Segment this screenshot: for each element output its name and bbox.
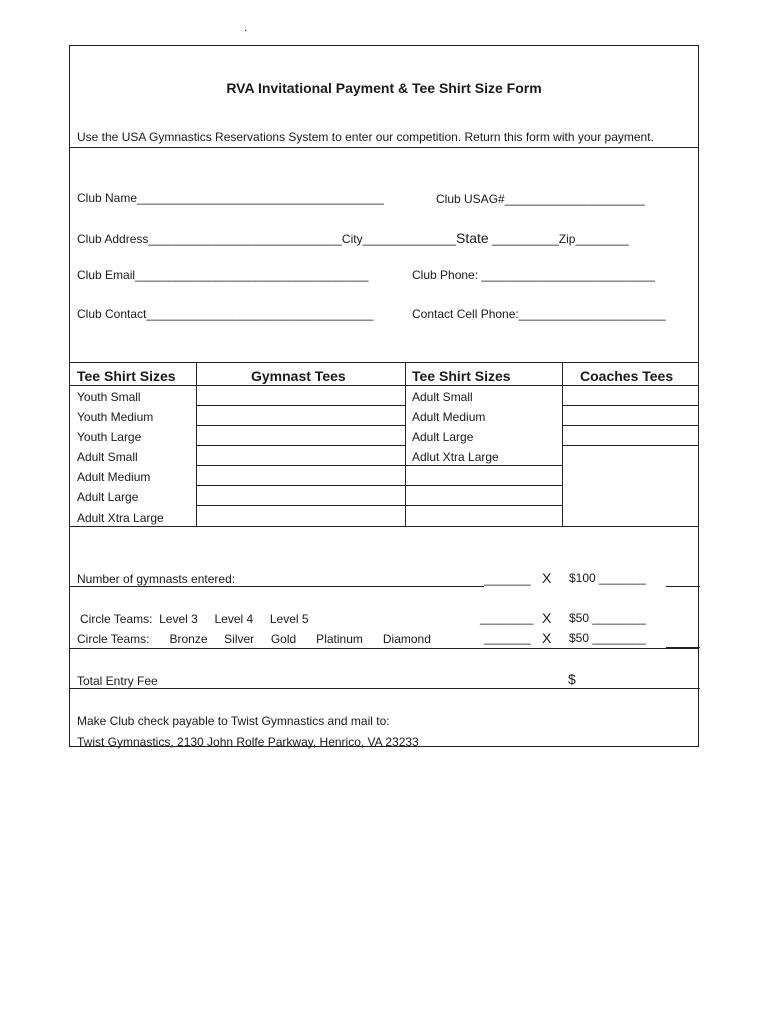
total-entry-fee-label: Total Entry Fee — [77, 674, 158, 688]
row-line — [196, 505, 405, 506]
circle-levels-count-field[interactable]: ________ — [480, 611, 534, 625]
list-item: Youth Large — [77, 430, 142, 444]
club-address-label: Club Address_____________________________City______________ — [77, 232, 457, 246]
row-line — [196, 485, 405, 486]
list-item: Adult Medium — [77, 470, 151, 484]
list-item: Adult Medium — [412, 410, 486, 424]
underline — [70, 688, 700, 689]
row-line — [196, 405, 405, 406]
header-coaches-tees: Coaches Tees — [580, 368, 674, 384]
club-phone-field[interactable]: Club Phone: __________________________ — [412, 268, 655, 282]
table-bottom-line — [70, 526, 698, 527]
table-top-line — [70, 362, 698, 363]
mail-instructions: Make Club check payable to Twist Gymnastics and mail to: — [77, 714, 390, 728]
top-mark: . — [244, 20, 248, 34]
gymnasts-count-field[interactable]: _______ — [484, 572, 531, 586]
row-line — [405, 505, 562, 506]
circle-medals-count-field[interactable]: _______ — [484, 631, 531, 645]
circle-levels-price: $50 ________ — [569, 611, 646, 625]
header-tee-sizes-adult: Tee Shirt Sizes — [412, 368, 511, 384]
form-intro: Use the USA Gymnastics Reservations System to enter our competition. Return this form with your payment. — [77, 130, 654, 144]
circle-medals-price: $50 ________ — [569, 631, 646, 645]
col-divider — [562, 362, 563, 526]
row-line — [562, 445, 698, 446]
list-item: Adult Large — [412, 430, 474, 444]
gymnasts-price: $100 _______ — [569, 571, 646, 585]
row-line — [562, 425, 698, 426]
header-tee-sizes: Tee Shirt Sizes — [77, 368, 176, 384]
list-item: Adult Small — [77, 450, 138, 464]
club-contact-field[interactable]: Club Contact__________________________________ — [77, 307, 374, 321]
col-divider — [196, 362, 197, 526]
gymnasts-entered-label: Number of gymnasts entered: — [77, 572, 236, 586]
contact-cell-field[interactable]: Contact Cell Phone:______________________ — [412, 307, 666, 321]
times-sign: X — [542, 630, 552, 646]
circle-teams-levels[interactable]: Circle Teams: Level 3 Level 4 Level 5 — [80, 612, 309, 626]
list-item: Youth Small — [77, 390, 141, 404]
row-line — [405, 465, 562, 466]
row-line — [405, 485, 562, 486]
payment-form — [69, 45, 699, 747]
list-item: Adult Xtra Large — [77, 511, 164, 525]
total-dollar-sign: $ — [568, 671, 576, 687]
row-line — [196, 465, 405, 466]
list-item: Youth Medium — [77, 410, 154, 424]
club-address-field[interactable] — [77, 230, 629, 246]
circle-teams-medals[interactable]: Circle Teams: Bronze Silver Gold Platinum Diamond — [77, 632, 431, 646]
underline — [666, 586, 700, 587]
row-line — [562, 405, 698, 406]
col-divider — [405, 362, 406, 526]
state-label: State — [456, 230, 489, 246]
club-email-field[interactable]: Club Email___________________________________ — [77, 268, 369, 282]
list-item: Adult Large — [77, 490, 139, 504]
list-item: Adlut Xtra Large — [412, 450, 499, 464]
club-name-field[interactable]: Club Name_____________________________________ — [77, 191, 384, 205]
list-item: Adult Small — [412, 390, 473, 404]
row-line — [196, 425, 405, 426]
mail-address: Twist Gymnastics, 2130 John Rolfe Parkway, Henrico, VA 23233 — [77, 735, 419, 749]
divider — [70, 147, 698, 148]
row-line — [196, 445, 405, 446]
zip-label: __________Zip________ — [488, 232, 629, 246]
header-gymnast-tees: Gymnast Tees — [251, 368, 346, 384]
times-sign: X — [542, 610, 552, 626]
club-usag-field[interactable]: Club USAG#_____________________ — [436, 192, 645, 206]
times-sign: X — [542, 570, 552, 586]
row-line — [70, 385, 698, 386]
underline — [70, 586, 484, 587]
form-title: RVA Invitational Payment & Tee Shirt Size Form — [226, 80, 542, 96]
divider — [70, 648, 698, 649]
